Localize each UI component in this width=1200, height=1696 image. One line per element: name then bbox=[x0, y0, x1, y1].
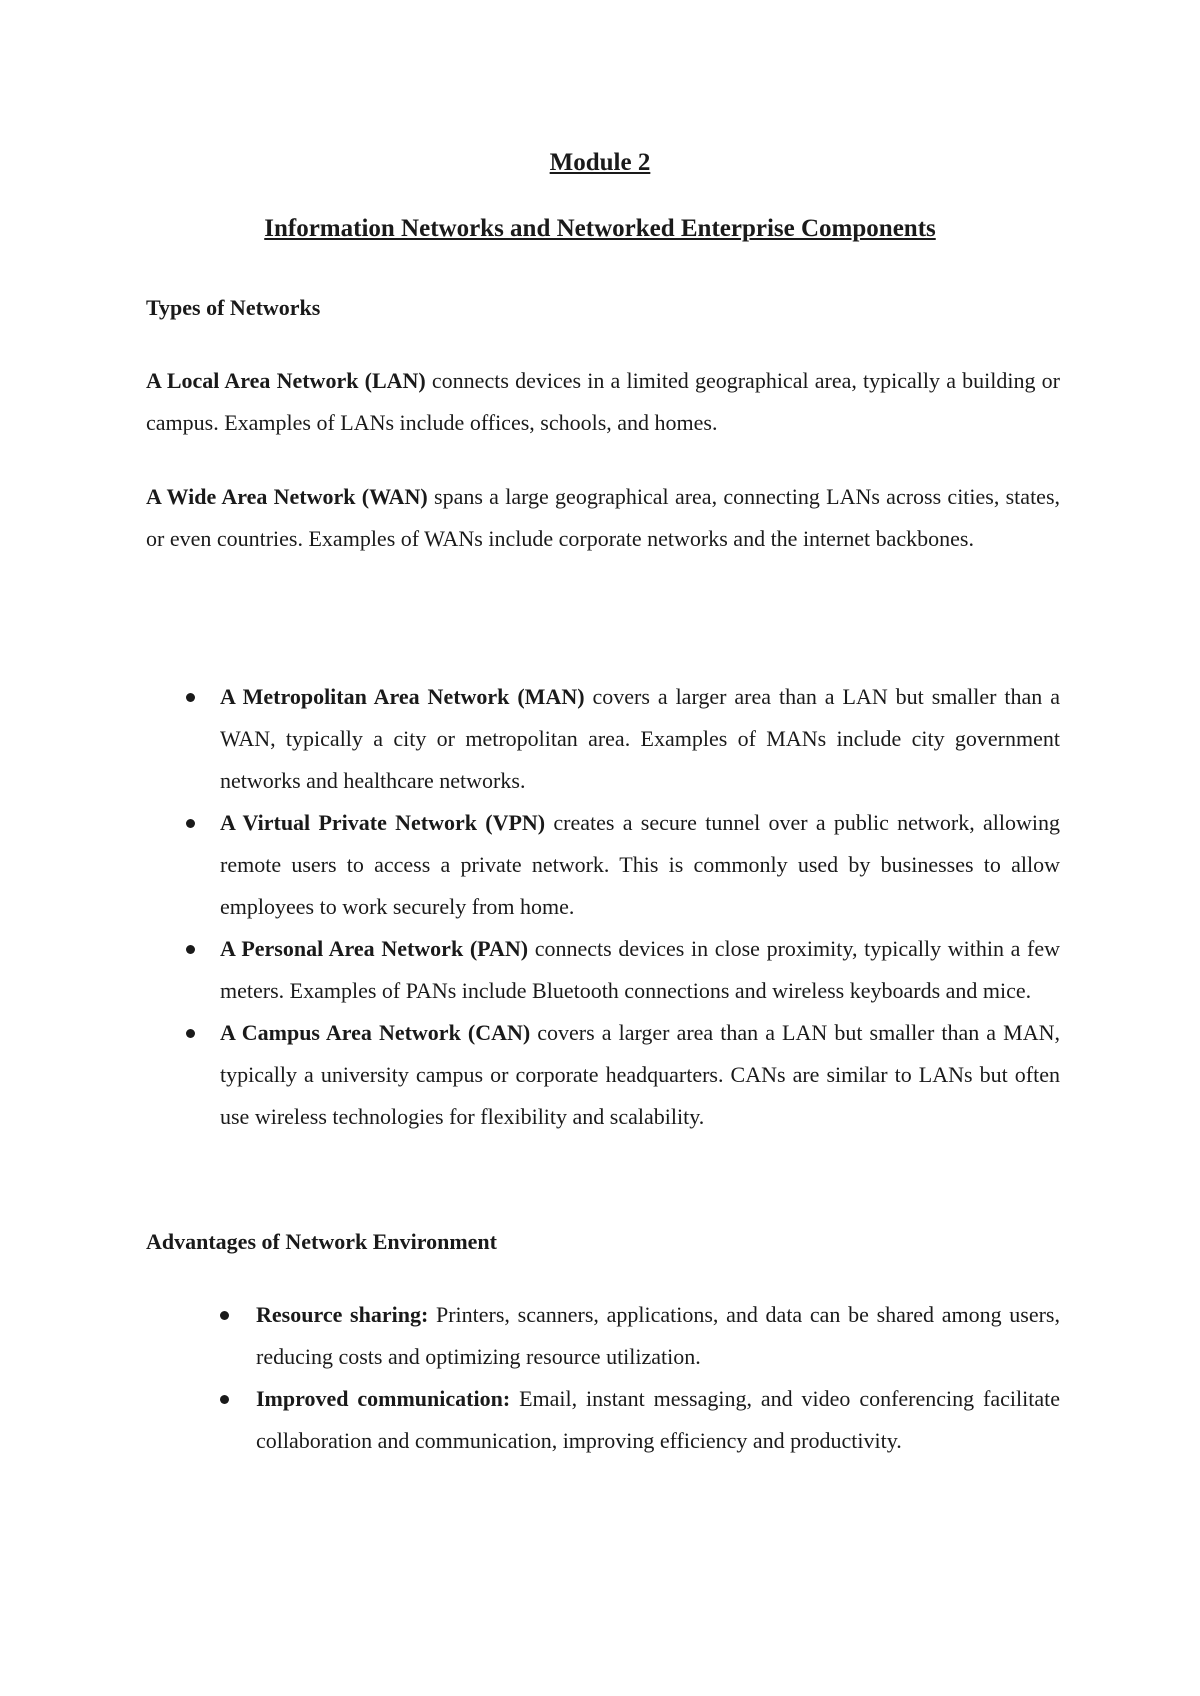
wan-paragraph bbox=[146, 476, 1060, 560]
bullet-icon bbox=[186, 1029, 195, 1038]
wan-term: A Wide Area Network (WAN) bbox=[146, 484, 428, 509]
bullet-term: A Virtual Private Network (VPN) bbox=[220, 810, 546, 835]
bullet-term: Resource sharing: bbox=[256, 1302, 429, 1327]
bullet-icon bbox=[220, 1311, 229, 1320]
types-of-networks-heading: Types of Networks bbox=[146, 295, 321, 320]
bullet-text: creates a secure tunnel over a public network, allowing remote users to access a private network. This is commonly used by businesses to allow employees to work securely from home. bbox=[220, 810, 1060, 919]
bullet-icon bbox=[186, 819, 195, 828]
bullet-text: Email, instant messaging, and video conferencing facilitate collaboration and communication, improving efficiency and productivity. bbox=[256, 1386, 1060, 1453]
bullet-icon bbox=[186, 693, 195, 702]
advantages-heading: Advantages of Network Environment bbox=[146, 1229, 497, 1254]
bullet-term: A Campus Area Network (CAN) bbox=[220, 1020, 531, 1045]
list-item bbox=[0, 1378, 1060, 1462]
bullet-icon bbox=[186, 945, 195, 954]
bullet-text: covers a larger area than a LAN but smaller than a WAN, typically a city or metropolitan area. Examples of MANs include city government networks and healthcare networks. bbox=[220, 684, 1060, 793]
list-item bbox=[0, 1294, 1060, 1378]
bullet-text: covers a larger area than a LAN but smaller than a MAN, typically a university campus or corporate headquarters. CANs are similar to LANs but often use wireless technologies for flexibility and scalability. bbox=[220, 1020, 1060, 1129]
bullet-text: Printers, scanners, applications, and data can be shared among users, reducing costs and optimizing resource utilization. bbox=[256, 1302, 1060, 1369]
list-item bbox=[0, 802, 1060, 928]
list-item bbox=[0, 1012, 1060, 1138]
lan-text: connects devices in a limited geographical area, typically a building or campus. Examples of LANs include offices, schools, and homes. bbox=[146, 368, 1061, 435]
bullet-term: Improved communication: bbox=[256, 1386, 511, 1411]
document-title: Information Networks and Networked Enterprise Components bbox=[264, 215, 936, 242]
list-item bbox=[0, 676, 1060, 802]
bullet-term: A Personal Area Network (PAN) bbox=[220, 936, 529, 961]
advantages-list bbox=[0, 1294, 1200, 1462]
bullet-term: A Metropolitan Area Network (MAN) bbox=[220, 684, 585, 709]
bullet-icon bbox=[220, 1395, 229, 1404]
network-types-list bbox=[0, 676, 1200, 1138]
module-title: Module 2 bbox=[549, 149, 651, 176]
bullet-text: connects devices in close proximity, typically within a few meters. Examples of PANs include Bluetooth connections and wireless keyboards and mice. bbox=[220, 936, 1060, 1003]
lan-term: A Local Area Network (LAN) bbox=[146, 368, 426, 393]
lan-paragraph bbox=[146, 360, 1060, 444]
wan-text: spans a large geographical area, connecting LANs across cities, states, or even countries. Examples of WANs include corporate networks and the internet backbones. bbox=[146, 484, 1061, 551]
list-item bbox=[0, 928, 1060, 1012]
